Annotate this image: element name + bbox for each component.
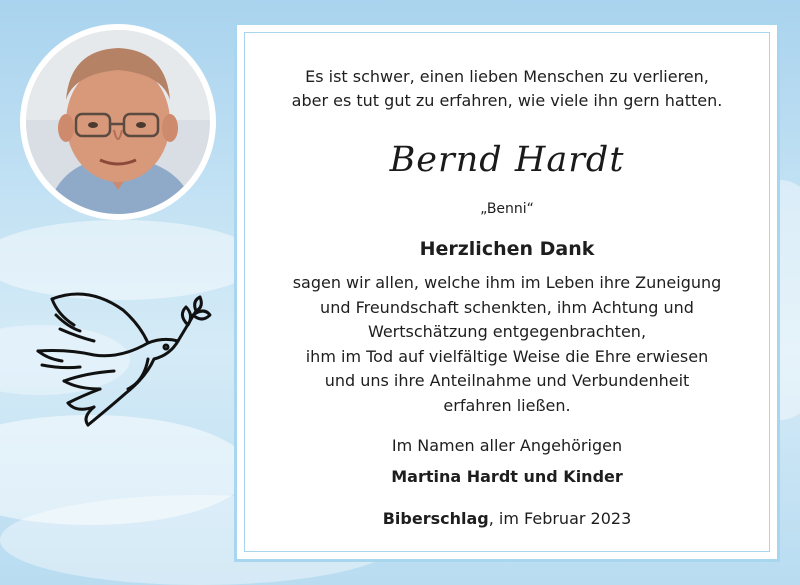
thanks-heading: Herzlichen Dank [419, 238, 595, 260]
nickname: „Benni“ [480, 201, 534, 217]
dove-with-olive-branch-icon [28, 285, 218, 435]
body-line: sagen wir allen, welche ihm im Leben ihre Zuneigung [292, 273, 722, 292]
body-line: ihm im Tod auf vielfältige Weise die Ehre erwiesen [305, 346, 709, 366]
deceased-name: Bernd Hardt [389, 140, 625, 180]
date: , im Februar 2023 [488, 509, 632, 528]
body-line: und Freundschaft schenkten, ihm Achtung und [320, 297, 694, 317]
body-line: erfahren ließen. [443, 395, 571, 415]
intro-line: Es ist schwer, einen lieben Menschen zu verlieren, [305, 67, 709, 86]
on-behalf-text: Im Namen aller Angehörigen [391, 436, 623, 455]
intro-text [237, 65, 777, 113]
portrait-photo [20, 24, 216, 220]
intro-line: aber es tut gut zu erfahren, wie viele ihn gern hatten. [291, 91, 723, 110]
place-date [237, 507, 777, 531]
portrait-image [26, 30, 210, 214]
family-names: Martina Hardt und Kinder [391, 467, 623, 486]
body-line: Wertschätzung entgegenbrachten, [367, 322, 647, 342]
obituary-card [234, 22, 780, 562]
body-line: und uns ihre Anteilnahme und Verbundenheit [324, 371, 690, 391]
place: Biberschlag [382, 509, 489, 528]
thanks-body [237, 271, 777, 419]
